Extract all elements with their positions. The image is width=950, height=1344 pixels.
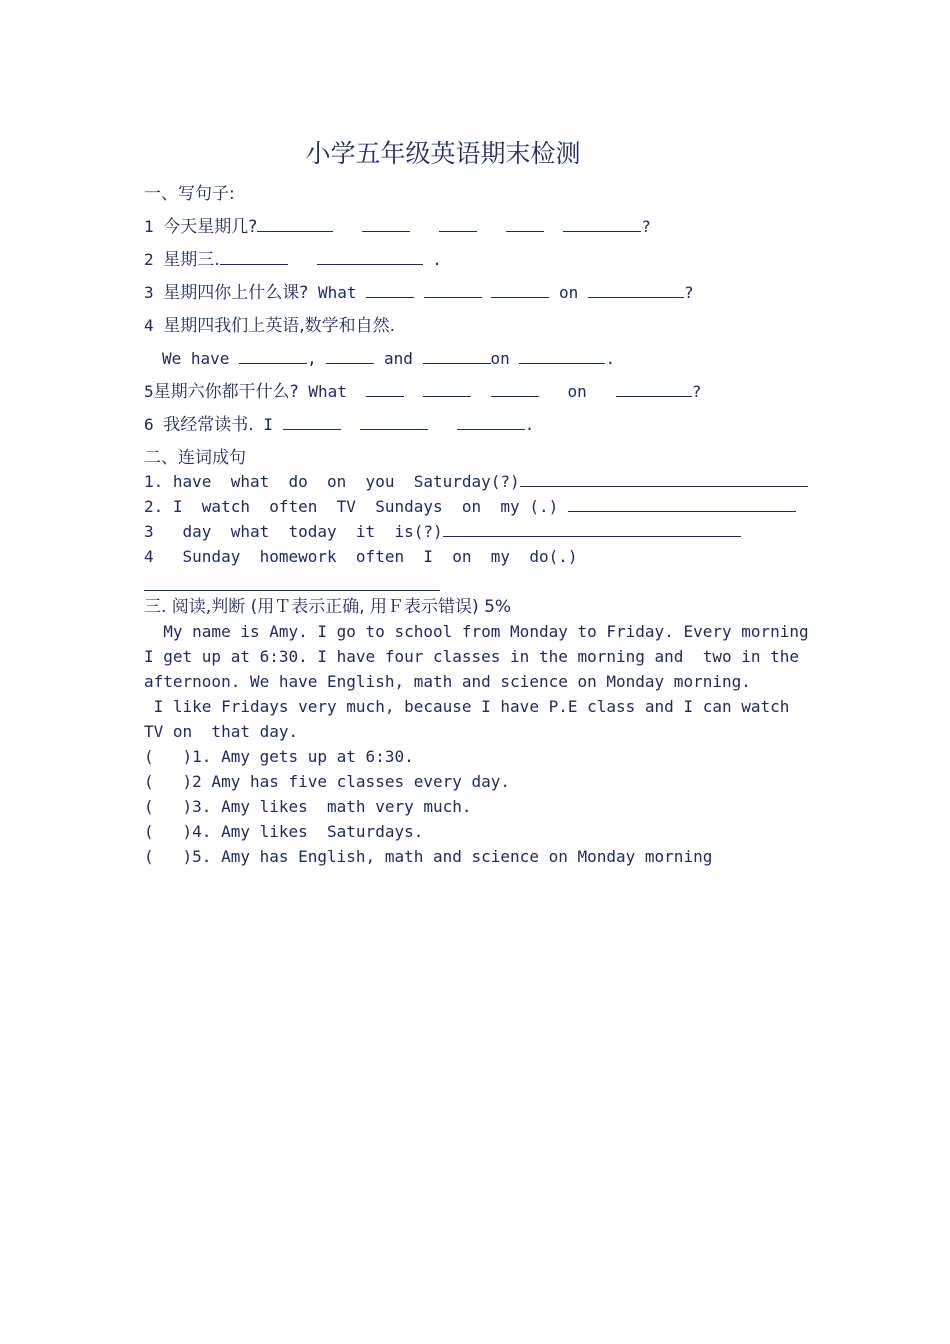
- section1-heading: 一、写句子:: [144, 184, 235, 204]
- question-2-3: 3 day what today it is(?): [144, 520, 741, 544]
- question-2-1: 1. have what do on you Saturday(?): [144, 470, 808, 494]
- section2-heading: 二、连词成句: [144, 448, 246, 468]
- question-1-1: 1 今天星期几? ?: [144, 217, 651, 237]
- passage-line-5: TV on that day.: [144, 722, 299, 741]
- judge-item-4: ( )4. Amy likes Saturdays.: [144, 822, 424, 841]
- question-2-4: 4 Sunday homework often I on my do(.): [144, 547, 578, 566]
- judge-item-5: ( )5. Amy has English, math and science on Monday morning: [144, 847, 713, 866]
- question-1-3: 3 星期四你上什么课? What on ?: [144, 283, 694, 303]
- question-2-2: 2. I watch often TV Sundays on my (.): [144, 495, 796, 519]
- passage-line-3: afternoon. We have English, math and science on Monday morning.: [144, 672, 751, 691]
- question-1-4-en: We have , and on .: [162, 349, 616, 368]
- question-1-2: 2 星期三. .: [144, 250, 442, 270]
- judge-item-3: ( )3. Amy likes math very much.: [144, 797, 472, 816]
- question-1-6: 6 我经常读书. I .: [144, 415, 535, 435]
- passage-line-2: I get up at 6:30. I have four classes in the morning and two in the: [144, 647, 800, 666]
- section3-heading: 三. 阅读,判断 (用Ｔ表示正确, 用Ｆ表示错误) 5%: [144, 597, 512, 617]
- judge-item-1: ( )1. Amy gets up at 6:30.: [144, 747, 414, 766]
- answer-line: [144, 590, 440, 591]
- question-1-4-cn: 4 星期四我们上英语,数学和自然.: [144, 316, 396, 336]
- page-title: 小学五年级英语期末检测: [305, 139, 581, 168]
- question-1-5: 5星期六你都干什么? What on ?: [144, 382, 702, 402]
- judge-item-2: ( )2 Amy has five classes every day.: [144, 772, 511, 791]
- passage-line-4: I like Fridays very much, because I have P.E class and I can watch: [144, 697, 790, 716]
- passage-line-1: My name is Amy. I go to school from Monday to Friday. Every morning: [144, 622, 809, 641]
